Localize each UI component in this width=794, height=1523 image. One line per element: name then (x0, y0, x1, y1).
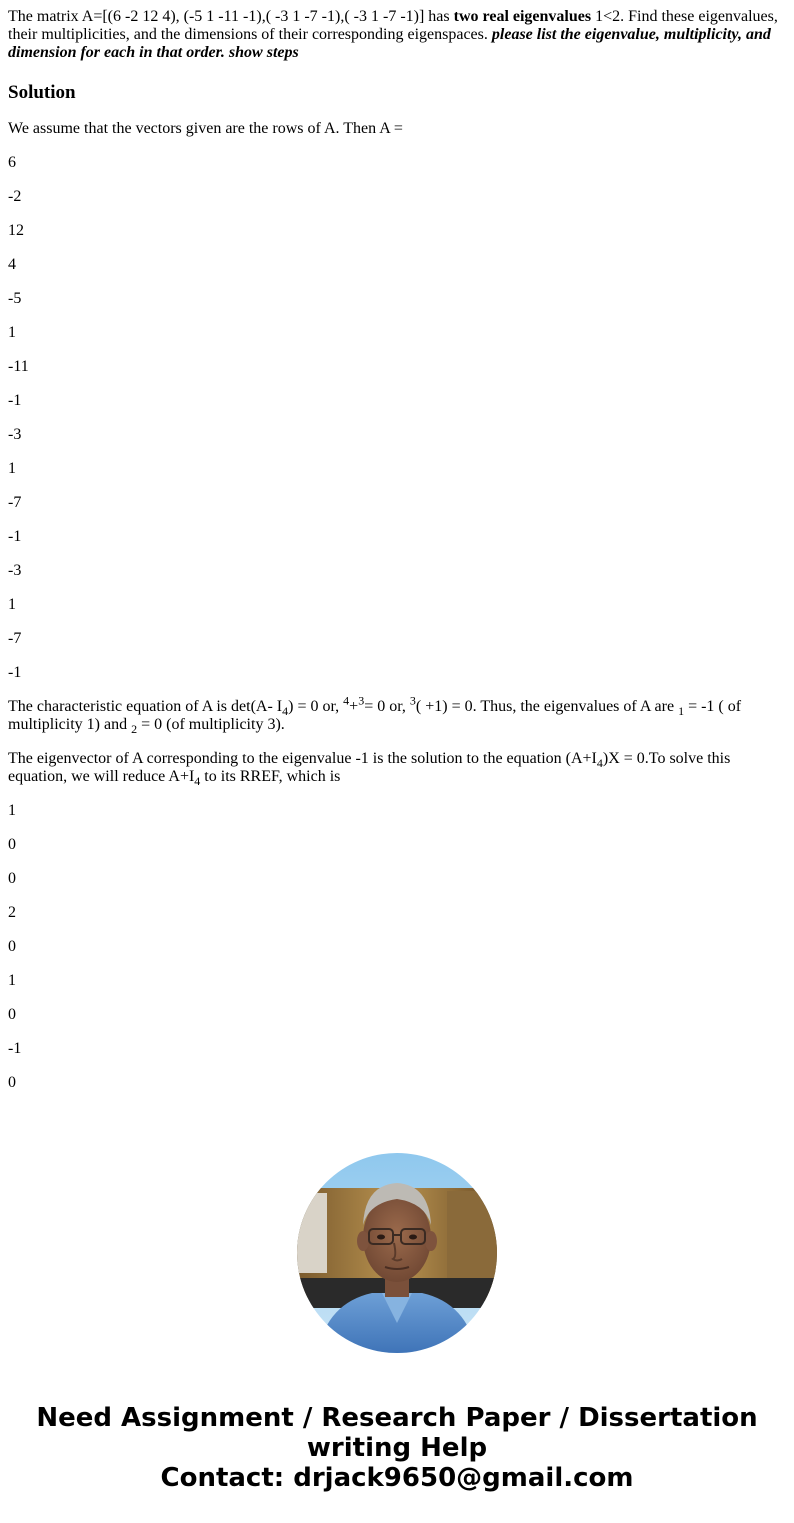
characteristic-equation-paragraph (8, 693, 786, 737)
matrix-a-entry: 1 (8, 460, 16, 477)
matrix-a-entry: -11 (8, 358, 29, 375)
question-part-2: 1<2. Find these eigenvalues, their multiplicities, and the dimensions of their corresponding eigenspaces. (8, 8, 778, 43)
matrix-a-entry: 4 (8, 256, 16, 273)
matrix-a-entry: -1 (8, 392, 22, 409)
matrix-a-entry: -1 (8, 664, 22, 681)
rref-entries (8, 802, 786, 1092)
question-emphasis: please list the eigenvalue, multiplicity, and dimension for each in that order. show steps (8, 26, 771, 61)
matrix-a-entry: 1 (8, 324, 16, 341)
char-eq-text: = -1 ( of multiplicity 1) and (8, 698, 742, 733)
eigvec-text: to its RREF, which is (200, 768, 341, 785)
matrix-a-entry: 6 (8, 154, 16, 171)
rref-entry: 0 (8, 870, 16, 887)
char-eq-sup: 4 (343, 693, 350, 708)
document-body (8, 8, 786, 1092)
matrix-a-entry: -7 (8, 494, 22, 511)
matrix-a-entry: -7 (8, 630, 22, 647)
rref-entry: 2 (8, 904, 16, 921)
promo-contact-line: Contact: drjack9650@gmail.com (160, 1463, 634, 1493)
eigenvector-paragraph (8, 750, 786, 789)
char-eq-text: ( +1) = 0. Thus, the eigenvalues of A are (415, 698, 679, 715)
char-eq-sub: 4 (282, 704, 289, 719)
rref-entry: 0 (8, 1006, 16, 1023)
promo-line-2: writing Help (306, 1433, 488, 1463)
rref-entry: 0 (8, 938, 16, 955)
eigvec-text: The eigenvector of A corresponding to the eigenvalue -1 is the solution to the equation (A+I (8, 750, 597, 767)
char-eq-sup: 3 (409, 693, 416, 708)
promo-banner (0, 1403, 794, 1493)
eigvec-sub: 4 (194, 774, 201, 789)
char-eq-text: The characteristic equation of A is det(A- I (8, 698, 283, 715)
matrix-a-entry: -2 (8, 188, 22, 205)
matrix-a-entry: -3 (8, 426, 22, 443)
matrix-a-entry: -5 (8, 290, 22, 307)
char-eq-sub: 1 (678, 704, 685, 719)
question-text (8, 8, 786, 62)
rref-entry: 1 (8, 802, 16, 819)
rref-entry: 0 (8, 1074, 16, 1091)
rref-entry: -1 (8, 1040, 22, 1057)
char-eq-text: + (349, 698, 359, 715)
matrix-a-entry: -3 (8, 562, 22, 579)
rref-entry: 0 (8, 836, 16, 853)
char-eq-text: ) = 0 or, (288, 698, 344, 715)
matrix-a-entries (8, 154, 786, 682)
question-part-1: The matrix A=[(6 -2 12 4), (-5 1 -11 -1),( -3 1 -7 -1),( -3 1 -7 -1)] has (8, 8, 454, 25)
char-eq-sup: 3 (358, 693, 365, 708)
matrix-a-entry: -1 (8, 528, 22, 545)
author-portrait-image (297, 1153, 497, 1353)
rref-entry: 1 (8, 972, 16, 989)
assume-paragraph: We assume that the vectors given are the rows of A. Then A = (8, 120, 403, 137)
matrix-a-entry: 12 (8, 222, 24, 239)
char-eq-sub: 2 (131, 722, 138, 737)
solution-heading: Solution (8, 82, 76, 103)
eigvec-sub: 4 (596, 756, 603, 771)
promo-line-1: Need Assignment / Research Paper / Dissertation (36, 1403, 758, 1433)
char-eq-text: = 0 or, (364, 698, 410, 715)
eigvec-text: )X = 0.To solve this equation, we will reduce A+I (8, 750, 731, 785)
char-eq-text: = 0 (of multiplicity 3). (137, 716, 285, 733)
author-photo (297, 1153, 497, 1353)
matrix-a-entry: 1 (8, 596, 16, 613)
question-bold-phrase: two real eigenvalues (453, 8, 592, 25)
